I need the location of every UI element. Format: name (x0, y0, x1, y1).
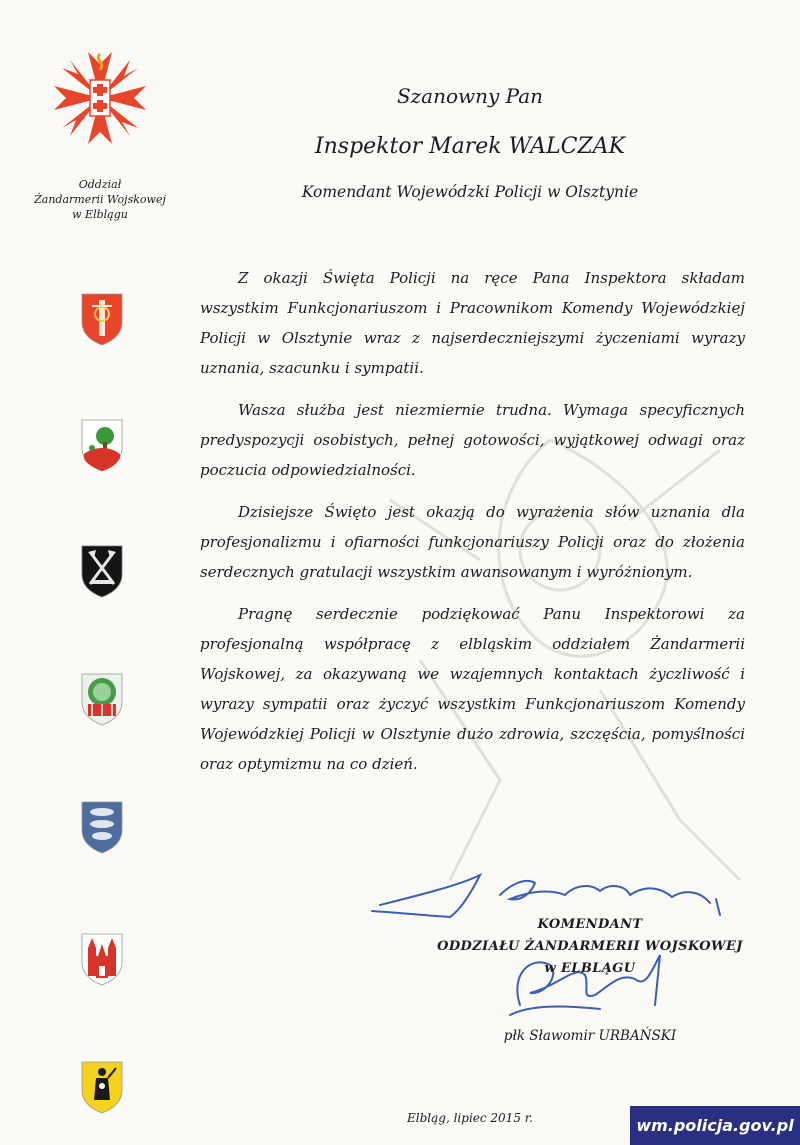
unit-name-line: w Elblągu (72, 208, 128, 221)
source-badge: wm.policja.gov.pl (630, 1106, 800, 1145)
signatory-city: w ELBLĄGU (544, 961, 636, 976)
unit-name (20, 177, 180, 222)
unit-name-line: Żandarmerii Wojskowej (34, 193, 166, 206)
letter-body (200, 263, 745, 791)
letter-paragraph: Z okazji Święta Policji na ręce Pana Inspektora składam wszystkim Funkcjonariuszom i Pracownikom Komendy Wojewódzkiej Policji w Olsztynie wraz z najserdeczniejszymi życzeniami wyrazy uznania, szacunku i sympatii. (200, 269, 745, 377)
coat-of-arms-7-icon (80, 1060, 124, 1114)
place-date: Elbląg, lipiec 2015 r. (407, 1111, 533, 1125)
letter-paragraph: Pragnę serdecznie podziękować Panu Inspektorowi za profesjonalną współpracę z elbląskim oddziałem Żandarmerii Wojskowej, za okazywaną we wzajemnych kontaktach życzliwość i wyrazy sympatii oraz życzyć wszystkim Funkcjonariuszom Komendy Wojewódzkiej Policji w Olsztynie dużo zdrowia, szczęścia, pomyślności oraz optymizmu na co dzień. (200, 605, 745, 773)
military-police-cross-emblem-icon (50, 48, 150, 148)
signatory-unit: ODDZIAŁU ŻANDARMERII WOJSKOWEJ (437, 939, 743, 954)
coat-of-arms-4-icon (80, 672, 124, 726)
signatory-rank: KOMENDANT (537, 917, 643, 932)
coat-of-arms-2-icon (80, 418, 124, 472)
coat-of-arms-1-icon (80, 292, 124, 346)
unit-name-line: Oddział (78, 178, 122, 191)
coat-of-arms-5-icon (80, 800, 124, 854)
signatory-name: płk Sławomir URBAŃSKI (503, 1028, 677, 1044)
addressee-title: Komendant Wojewódzki Policji w Olsztynie (301, 183, 639, 201)
letter-paragraph: Dzisiejsze Święto jest okazją do wyrażenia słów uznania dla profesjonalizmu i ofiarności funkcjonariuszy Policji oraz do złożenia serdecznych gratulacji wszystkim awansowanym i wyróżnionym. (200, 503, 745, 581)
salutation: Szanowny Pan (396, 84, 544, 108)
coat-of-arms-6-icon (80, 932, 124, 986)
addressee-name: Inspektor Marek WALCZAK (314, 134, 626, 159)
coat-of-arms-3-icon (80, 544, 124, 598)
letter-paragraph: Wasza służba jest niezmiernie trudna. Wymaga specyficznych predyspozycji osobistych, pełnej gotowości, wyjątkowej odwagi oraz poczucia odpowiedzialności. (200, 401, 745, 479)
